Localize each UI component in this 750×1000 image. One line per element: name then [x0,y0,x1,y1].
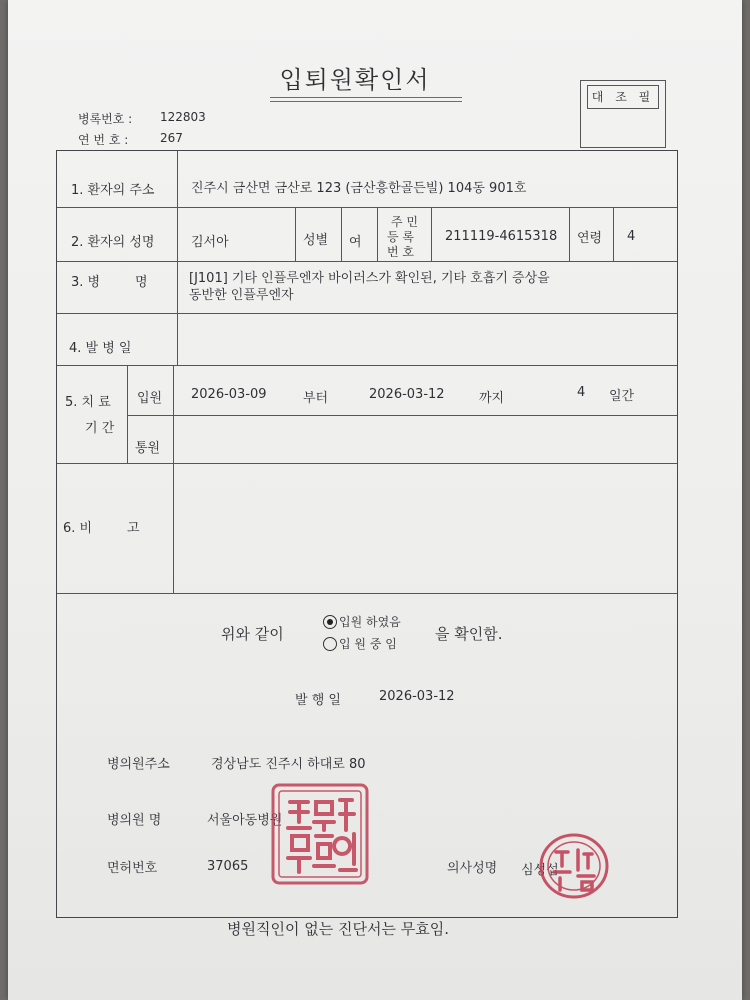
hospital-address-label: 병의원주소 [107,757,170,772]
diagnosis-line-2: 동반한 인플루엔자 [189,288,294,303]
diagnosis-line-1: [J101] 기타 인플루엔자 바이러스가 확인된, 기타 호흡기 증상을 [189,271,550,286]
hospital-name: 서울아동병원 [207,813,283,828]
remarks-label-suffix: 고 [127,521,140,536]
serial-number: 267 [160,131,183,145]
issue-date: 2026-03-12 [379,689,455,704]
column-divider [569,207,570,261]
hospital-seal-icon [270,782,370,886]
to-word: 까지 [479,391,505,406]
diagnosis-label-prefix: 3. 병 [71,275,101,290]
row-divider [57,463,677,464]
sex-label: 성별 [303,233,329,248]
admitted-option-label: 입원 하였음 [339,615,401,629]
column-divider [177,151,178,365]
confirm-prefix: 위와 같이 [221,625,284,643]
admitted-radio[interactable] [323,615,337,629]
confirm-suffix: 을 확인함. [435,625,503,643]
doctor-name: 심성섭 [521,863,559,878]
row-divider [127,415,677,416]
verification-label: 대 조 필 [587,85,659,109]
patient-rrn: 211119-4615318 [445,229,558,244]
column-divider [377,207,378,261]
treatment-label-2: 기 간 [85,421,115,436]
serial-label: 연 번 호 : [78,133,129,147]
address-label: 1. 환자의 주소 [71,183,155,198]
row-divider [57,365,677,366]
from-date: 2026-03-09 [191,387,267,402]
license-number: 37065 [207,859,249,874]
footer-notice: 병원직인이 없는 진단서는 무효임. [227,920,449,938]
rrn-label-2: 등 록 [387,230,414,244]
rrn-label-3: 번 호 [387,245,414,259]
treatment-label-1: 5. 치 료 [65,395,111,410]
issue-date-label: 발 행 일 [295,693,341,708]
hospital-name-label: 병의원 명 [107,813,162,828]
outpatient-label: 통원 [135,441,161,456]
license-label: 면허번호 [107,861,158,876]
row-divider [57,313,677,314]
registration-label: 병록번호 : [78,112,133,126]
doctor-seal-icon [538,832,610,900]
column-divider [127,365,128,463]
document-title: 입퇴원확인서 [279,66,431,94]
column-divider [295,207,296,261]
remarks-label-prefix: 6. 비 [63,521,93,536]
registration-number: 122803 [160,110,206,124]
treatment-days: 4 [577,385,586,400]
document-paper [8,0,742,1000]
column-divider [173,365,174,593]
row-divider [57,207,677,208]
patient-address: 진주시 금산면 금산로 123 (금산흥한골든빌) 104동 901호 [191,181,527,196]
days-unit: 일간 [609,389,635,404]
column-divider [613,207,614,261]
hospital-address: 경상남도 진주시 하대로 80 [211,757,366,772]
doctor-label: 의사성명 [447,861,498,876]
patient-name: 김서아 [191,235,229,250]
patient-age: 4 [627,229,636,244]
column-divider [341,207,342,261]
rrn-label-1: 주 민 [391,215,418,229]
age-label: 연령 [577,231,603,246]
diagnosis-label-suffix: 명 [135,275,148,290]
name-label: 2. 환자의 성명 [71,235,155,250]
title-underline-2 [270,101,462,102]
in-hospital-option-label: 입 원 중 임 [339,637,397,651]
from-word: 부터 [303,391,329,406]
verification-box [580,80,666,148]
to-date: 2026-03-12 [369,387,445,402]
row-divider [57,261,677,262]
row-divider [57,593,677,594]
in-hospital-radio[interactable] [323,637,337,651]
column-divider [431,207,432,261]
patient-sex: 여 [349,235,362,250]
title-underline [270,97,462,98]
inpatient-label: 입원 [137,391,163,406]
onset-label: 4. 발 병 일 [69,341,132,356]
